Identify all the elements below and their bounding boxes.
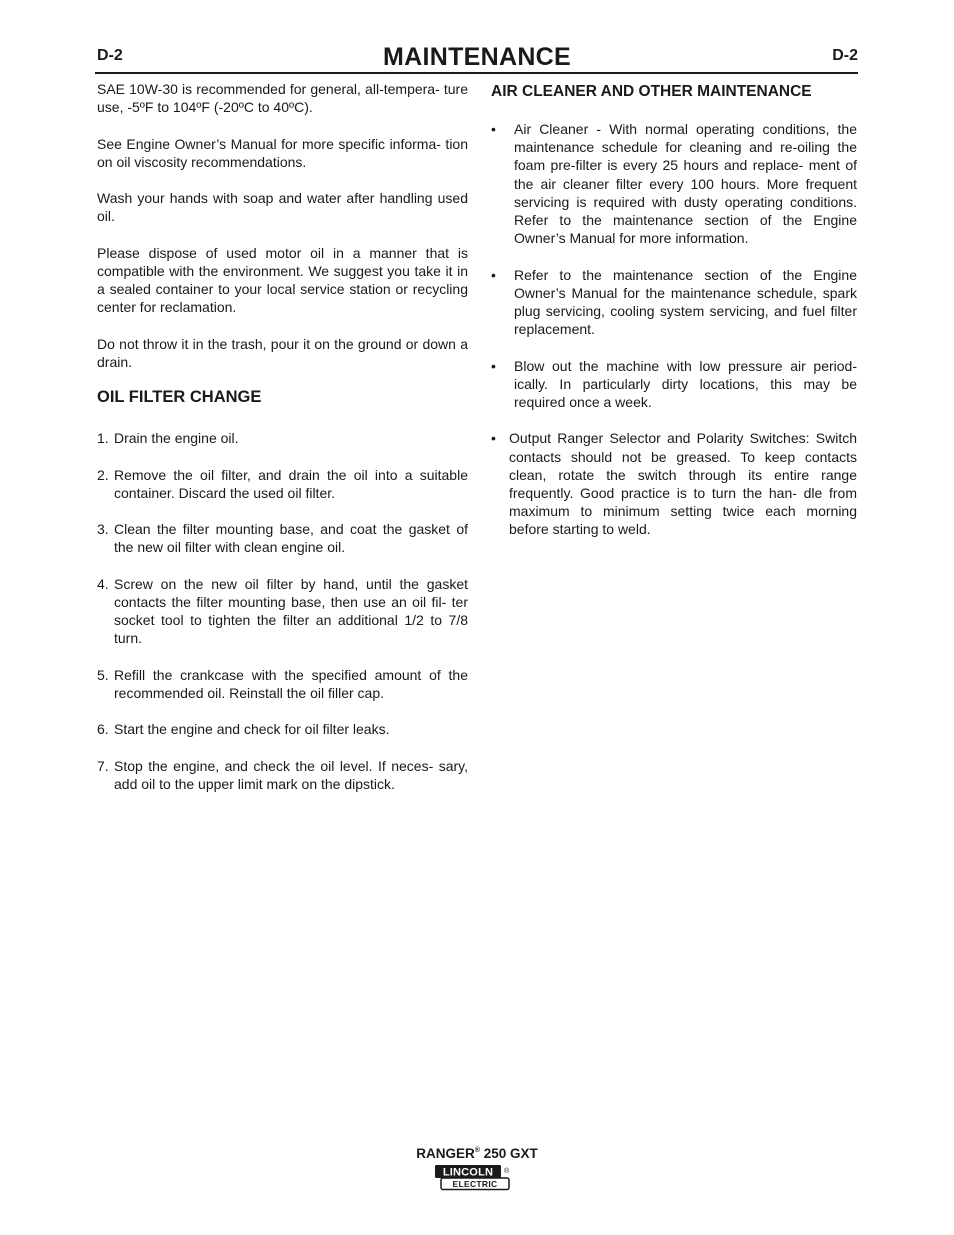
step-text: Drain the engine oil.	[114, 430, 239, 447]
footer-model	[0, 1146, 954, 1161]
step-number: 1.	[97, 430, 109, 447]
paragraph-wash-hands: Wash your hands with soap and water after handling used oil.	[97, 190, 468, 225]
step-text: Stop the engine, and check the oil level. If neces- sary, add oil to the upper limit mark on the dipstick.	[114, 757, 468, 792]
bullet-icon: •	[491, 357, 496, 374]
oil-filter-heading: OIL FILTER CHANGE	[97, 388, 262, 407]
step-item	[97, 520, 468, 556]
bullet-item	[491, 120, 857, 247]
paragraph-no-trash: Do not throw it in the trash, pour it on the ground or down a drain.	[97, 335, 468, 370]
paragraph-oil-grade: SAE 10W-30 is recommended for general, all-tempera- ture use, -5ºF to 104ºF (-20ºC to 40ºC).	[97, 81, 468, 116]
model-number: 250 GXT	[479, 1146, 538, 1161]
bullet-icon: •	[491, 430, 496, 447]
left-column	[97, 80, 468, 811]
step-number: 4.	[97, 575, 109, 592]
registered-mark: ®	[474, 1147, 480, 1154]
right-column	[491, 80, 857, 557]
lincoln-electric-logo	[433, 1163, 511, 1191]
step-number: 7.	[97, 757, 109, 774]
paragraph-viscosity: See Engine Owner’s Manual for more specific informa- tion on oil viscosity recommendations.	[97, 135, 468, 170]
page-code-left: D-2	[97, 47, 123, 64]
page-code-right: D-2	[832, 47, 858, 64]
maintenance-bullets	[491, 120, 857, 539]
step-text: Clean the filter mounting base, and coat the gasket of the new oil filter with clean engine oil.	[114, 521, 468, 556]
step-item	[97, 666, 468, 702]
step-item	[97, 575, 468, 648]
bullet-item	[491, 429, 857, 538]
bullet-text: Air Cleaner - With normal operating conditions, the maintenance schedule for cleaning and re-oiling the foam pre-filter is every 25 hours and replace- ment of the air cleaner filter every 100 hours. More frequent servicing is required with dusty operating conditions. Refer to the maintenance section of the Engine Owner’s Manual for more information.	[514, 121, 857, 247]
bullet-text: Refer to the maintenance section of the Engine Owner’s Manual for the maintenance schedule, spark plug servicing, cooling system servicing, and fuel filter replacement.	[514, 266, 857, 338]
bullet-text: Output Ranger Selector and Polarity Switches: Switch contacts should not be greased. To keep contacts clean, rotate the switch through its entire range frequently. Good practice is to turn the han- dle from maximum to minimum setting twice each morning before starting to weld.	[509, 430, 857, 538]
logo-text-lincoln: LINCOLN	[442, 1166, 494, 1179]
page-title: MAINTENANCE	[382, 43, 572, 71]
step-item	[97, 466, 468, 502]
step-number: 3.	[97, 521, 109, 538]
header-divider	[95, 72, 858, 74]
step-text: Refill the crankcase with the specified amount of the recommended oil. Reinstall the oil filler cap.	[114, 666, 468, 701]
step-number: 2.	[97, 466, 109, 483]
step-text: Start the engine and check for oil filter leaks.	[114, 721, 390, 738]
logo-registered-mark: ®	[504, 1168, 510, 1175]
step-text: Remove the oil filter, and drain the oil into a suitable container. Discard the used oil filter.	[114, 466, 468, 501]
bullet-item	[491, 357, 857, 412]
step-number: 6.	[97, 721, 109, 738]
step-item	[97, 757, 468, 793]
logo-text-electric: ELECTRIC	[452, 1179, 498, 1189]
step-item	[97, 720, 468, 738]
step-item	[97, 429, 468, 447]
bullet-item	[491, 266, 857, 339]
bullet-icon: •	[491, 266, 496, 283]
air-cleaner-heading: AIR CLEANER AND OTHER MAINTENANCE	[491, 83, 812, 100]
step-text: Screw on the new oil filter by hand, until the gasket contacts the filter mounting base, then use an oil fil- ter socket tool to tighten the filter an additional 1/2 to 7/8 turn.	[114, 575, 468, 647]
paragraph-dispose-oil: Please dispose of used motor oil in a manner that is compatible with the environment. We suggest you take it in a sealed container to your local service station or recycling center for reclamation.	[97, 244, 468, 316]
step-number: 5.	[97, 666, 109, 683]
model-name: RANGER	[416, 1146, 475, 1161]
bullet-text: Blow out the machine with low pressure air period- ically. In particularly dirty locations, this may be required once a week.	[514, 357, 857, 411]
oil-filter-steps	[97, 429, 468, 793]
bullet-icon: •	[491, 121, 496, 137]
